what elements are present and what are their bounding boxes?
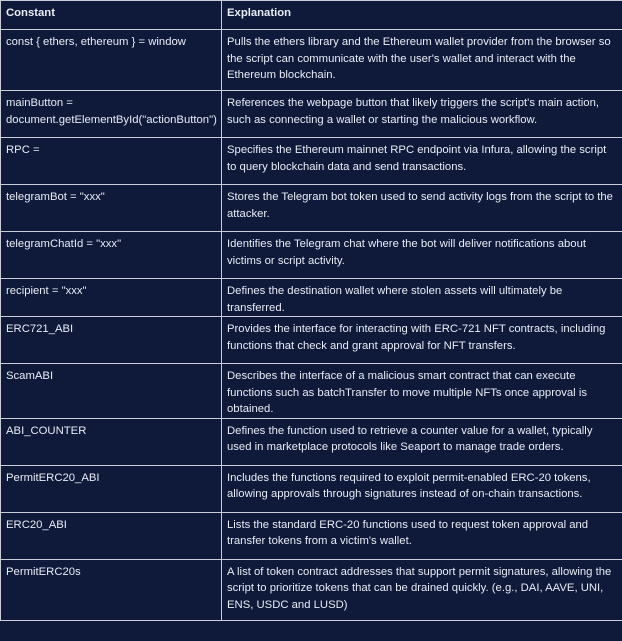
explanation-cell: Defines the destination wallet where stolen assets will ultimately be transferred. xyxy=(222,279,622,317)
constant-cell: mainButton = document.getElementById("actionButton") xyxy=(1,91,222,138)
table-row xyxy=(1,418,622,465)
explanation-cell: Includes the functions required to exploit permit-enabled ERC-20 tokens, allowing approvals through signatures instead of on-chain transactions. xyxy=(222,465,622,512)
explanation-cell: Stores the Telegram bot token used to send activity logs from the script to the attacker. xyxy=(222,185,622,232)
constant-cell: RPC = xyxy=(1,138,222,185)
explanation-cell: References the webpage button that likely triggers the script's main action, such as connecting a wallet or starting the malicious workflow. xyxy=(222,91,622,138)
explanation-cell: Provides the interface for interacting with ERC-721 NFT contracts, including functions that check and grant approval for NFT transfers. xyxy=(222,317,622,364)
table-row xyxy=(1,465,622,512)
constant-cell: const { ethers, ethereum } = window xyxy=(1,30,222,91)
explanation-cell: Describes the interface of a malicious smart contract that can execute functions such as batchTransfer to move multiple NFTs once approval is obtained. xyxy=(222,364,622,419)
constant-cell: ScamABI xyxy=(1,364,222,419)
table-row xyxy=(1,512,622,559)
explanation-cell: A list of token contract addresses that support permit signatures, allowing the script to prioritize tokens that can be drained quickly. (e.g., DAI, AAVE, UNI, ENS, USDC and LUSD) xyxy=(222,559,622,620)
explanation-cell: Defines the function used to retrieve a counter value for a wallet, typically used in marketplace protocols like Seaport to manage trade orders. xyxy=(222,418,622,465)
header-row xyxy=(1,1,622,30)
explanation-cell: Specifies the Ethereum mainnet RPC endpoint via Infura, allowing the script to query blockchain data and send transactions. xyxy=(222,138,622,185)
column-header-explanation: Explanation xyxy=(222,1,622,30)
table-row xyxy=(1,30,622,91)
table-row xyxy=(1,559,622,620)
constant-cell: telegramChatId = "xxx" xyxy=(1,232,222,279)
constant-cell: telegramBot = "xxx" xyxy=(1,185,222,232)
table-row xyxy=(1,364,622,419)
table-row xyxy=(1,232,622,279)
explanation-cell: Pulls the ethers library and the Ethereum wallet provider from the browser so the script can communicate with the user's wallet and interact with the Ethereum blockchain. xyxy=(222,30,622,91)
table-row xyxy=(1,279,622,317)
constant-cell: ABI_COUNTER xyxy=(1,418,222,465)
constant-cell: PermitERC20_ABI xyxy=(1,465,222,512)
table-row xyxy=(1,185,622,232)
explanation-cell: Identifies the Telegram chat where the bot will deliver notifications about victims or script activity. xyxy=(222,232,622,279)
column-header-constant: Constant xyxy=(1,1,222,30)
explanation-cell: Lists the standard ERC-20 functions used to request token approval and transfer tokens from a victim's wallet. xyxy=(222,512,622,559)
constant-cell: recipient = "xxx" xyxy=(1,279,222,317)
table-row xyxy=(1,138,622,185)
table-row xyxy=(1,317,622,364)
table-row xyxy=(1,91,622,138)
constant-cell: ERC721_ABI xyxy=(1,317,222,364)
constant-cell: PermitERC20s xyxy=(1,559,222,620)
constant-cell: ERC20_ABI xyxy=(1,512,222,559)
